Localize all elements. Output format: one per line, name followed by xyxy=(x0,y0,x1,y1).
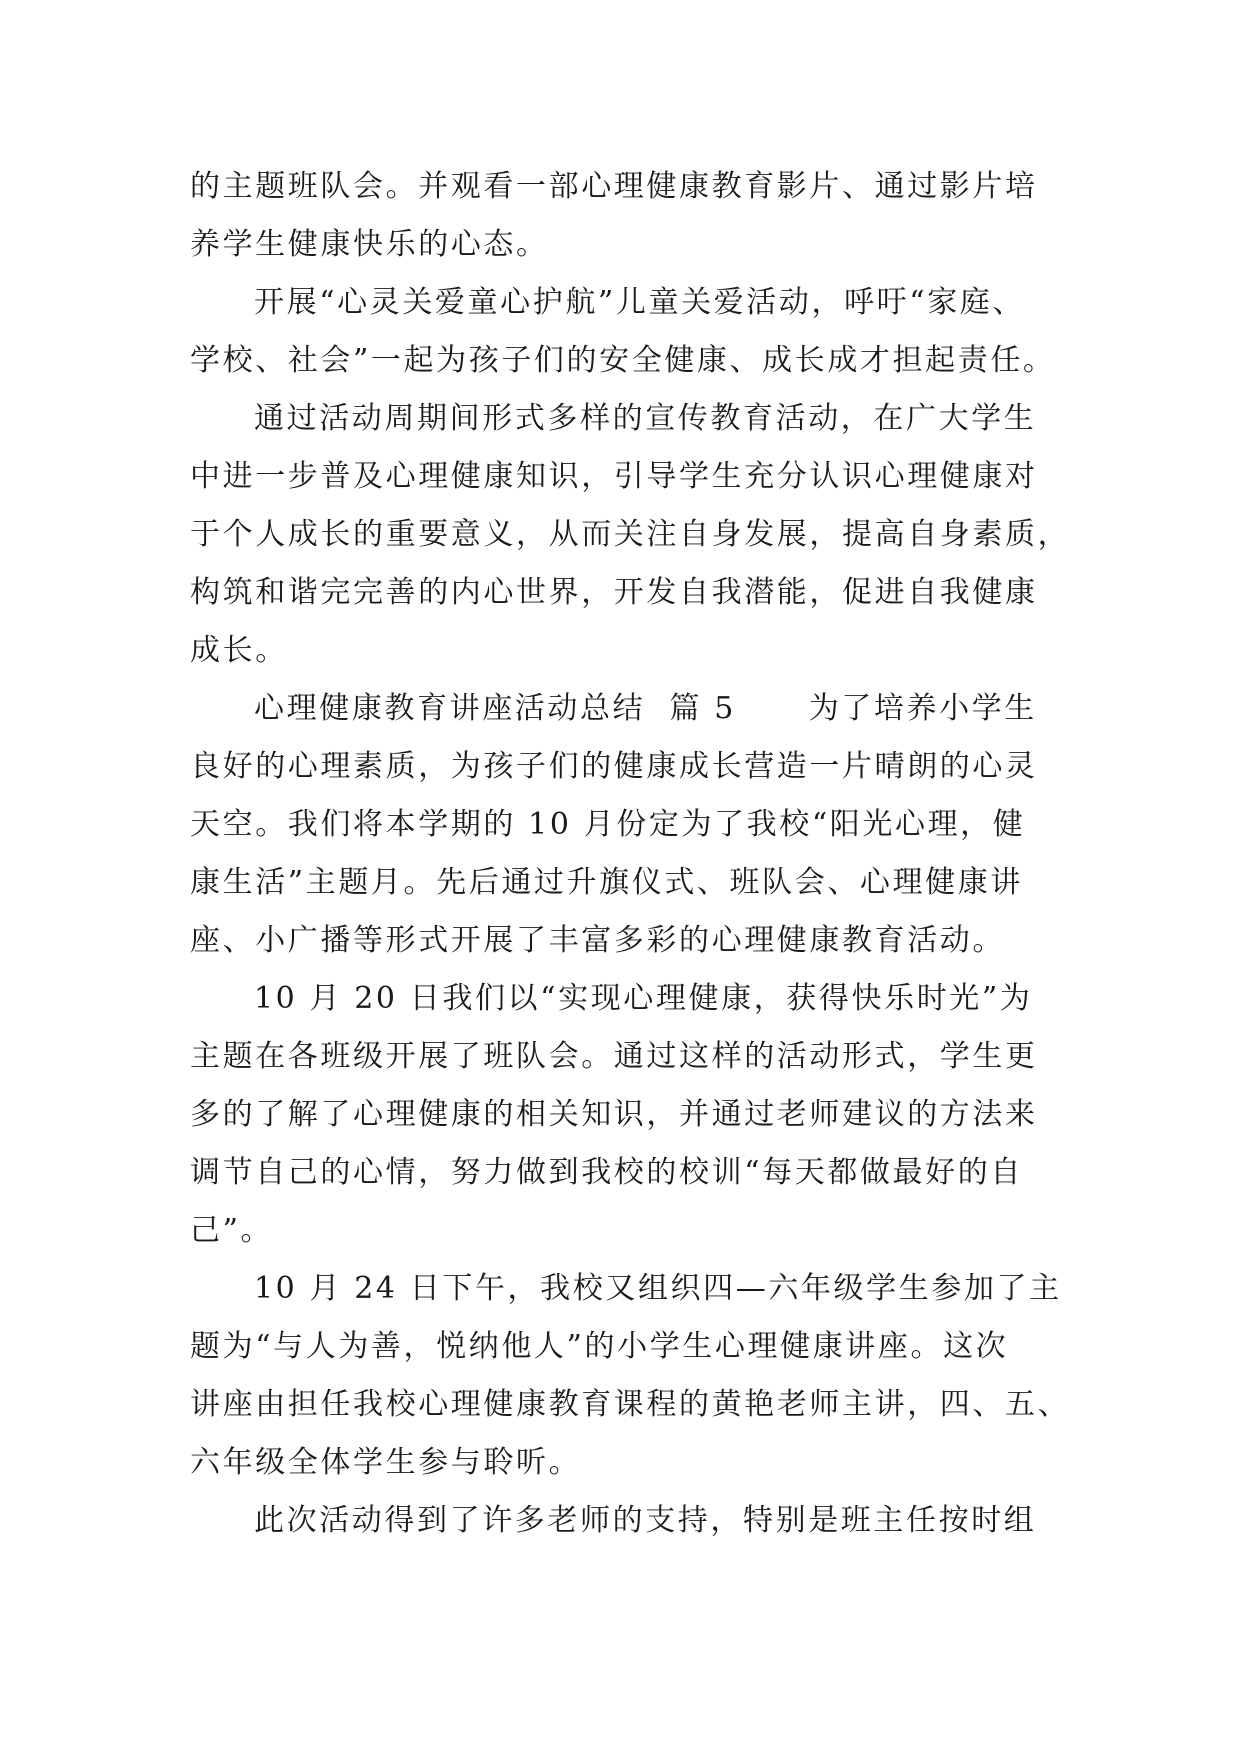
text-line: 开展“心灵关爱童心护航”儿童关爱活动，呼吁“家庭、 xyxy=(254,285,1026,320)
text-line: 题为“与人为善，悦纳他人”的小学生心理健康讲座。这次 xyxy=(190,1329,1009,1364)
text-line: 学校、社会”一起为孩子们的安全健康、成长成才担起责任。 xyxy=(190,343,1056,378)
text-line: 主题在各班级开展了班队会。通过这样的活动形式，学生更 xyxy=(190,1039,1038,1074)
text-line: 己”。 xyxy=(190,1213,274,1248)
text-line: 讲座由担任我校心理健康教育课程的黄艳老师主讲，四、五、 xyxy=(190,1387,1071,1422)
text-line: 座、小广播等形式开展了丰富多彩的心理健康教育活动。 xyxy=(190,923,1005,958)
text-line: 于个人成长的重要意义，从而关注自身发展，提高自身素质， xyxy=(190,517,1071,552)
text-line: 通过活动周期间形式多样的宣传教育活动，在广大学生 xyxy=(254,401,1037,436)
text-line: 10 月 24 日下午，我校又组织四—六年级学生参加了主 xyxy=(254,1271,1062,1306)
document-body xyxy=(190,158,1071,1550)
text-line: 的主题班队会。并观看一部心理健康教育影片、通过影片培 xyxy=(190,169,1038,204)
text-line: 构筑和谐完完善的内心世界，开发自我潜能，促进自我健康 xyxy=(190,575,1038,610)
text-line: 调节自己的心情，努力做到我校的校训“每天都做最好的自 xyxy=(190,1155,1023,1190)
section-heading-line: 心理健康教育讲座活动总结 篇 5 为了培养小学生 xyxy=(254,691,1037,726)
text-line: 多的了解了心理健康的相关知识，并通过老师建议的方法来 xyxy=(190,1097,1038,1132)
text-line: 中进一步普及心理健康知识，引导学生充分认识心理健康对 xyxy=(190,459,1038,494)
text-line: 良好的心理素质，为孩子们的健康成长营造一片晴朗的心灵 xyxy=(190,749,1038,784)
text-line: 养学生健康快乐的心态。 xyxy=(190,227,549,262)
text-line: 康生活”主题月。先后通过升旗仪式、班队会、心理健康讲 xyxy=(190,865,1023,900)
text-line: 此次活动得到了许多老师的支持，特别是班主任按时组 xyxy=(254,1503,1037,1538)
text-line: 天空。我们将本学期的 10 月份定为了我校“阳光心理，健 xyxy=(190,807,1026,842)
text-line: 六年级全体学生参与聆听。 xyxy=(190,1445,582,1480)
text-line: 成长。 xyxy=(190,633,288,668)
text-line: 10 月 20 日我们以“实现心理健康，获得快乐时光”为 xyxy=(254,981,1033,1016)
